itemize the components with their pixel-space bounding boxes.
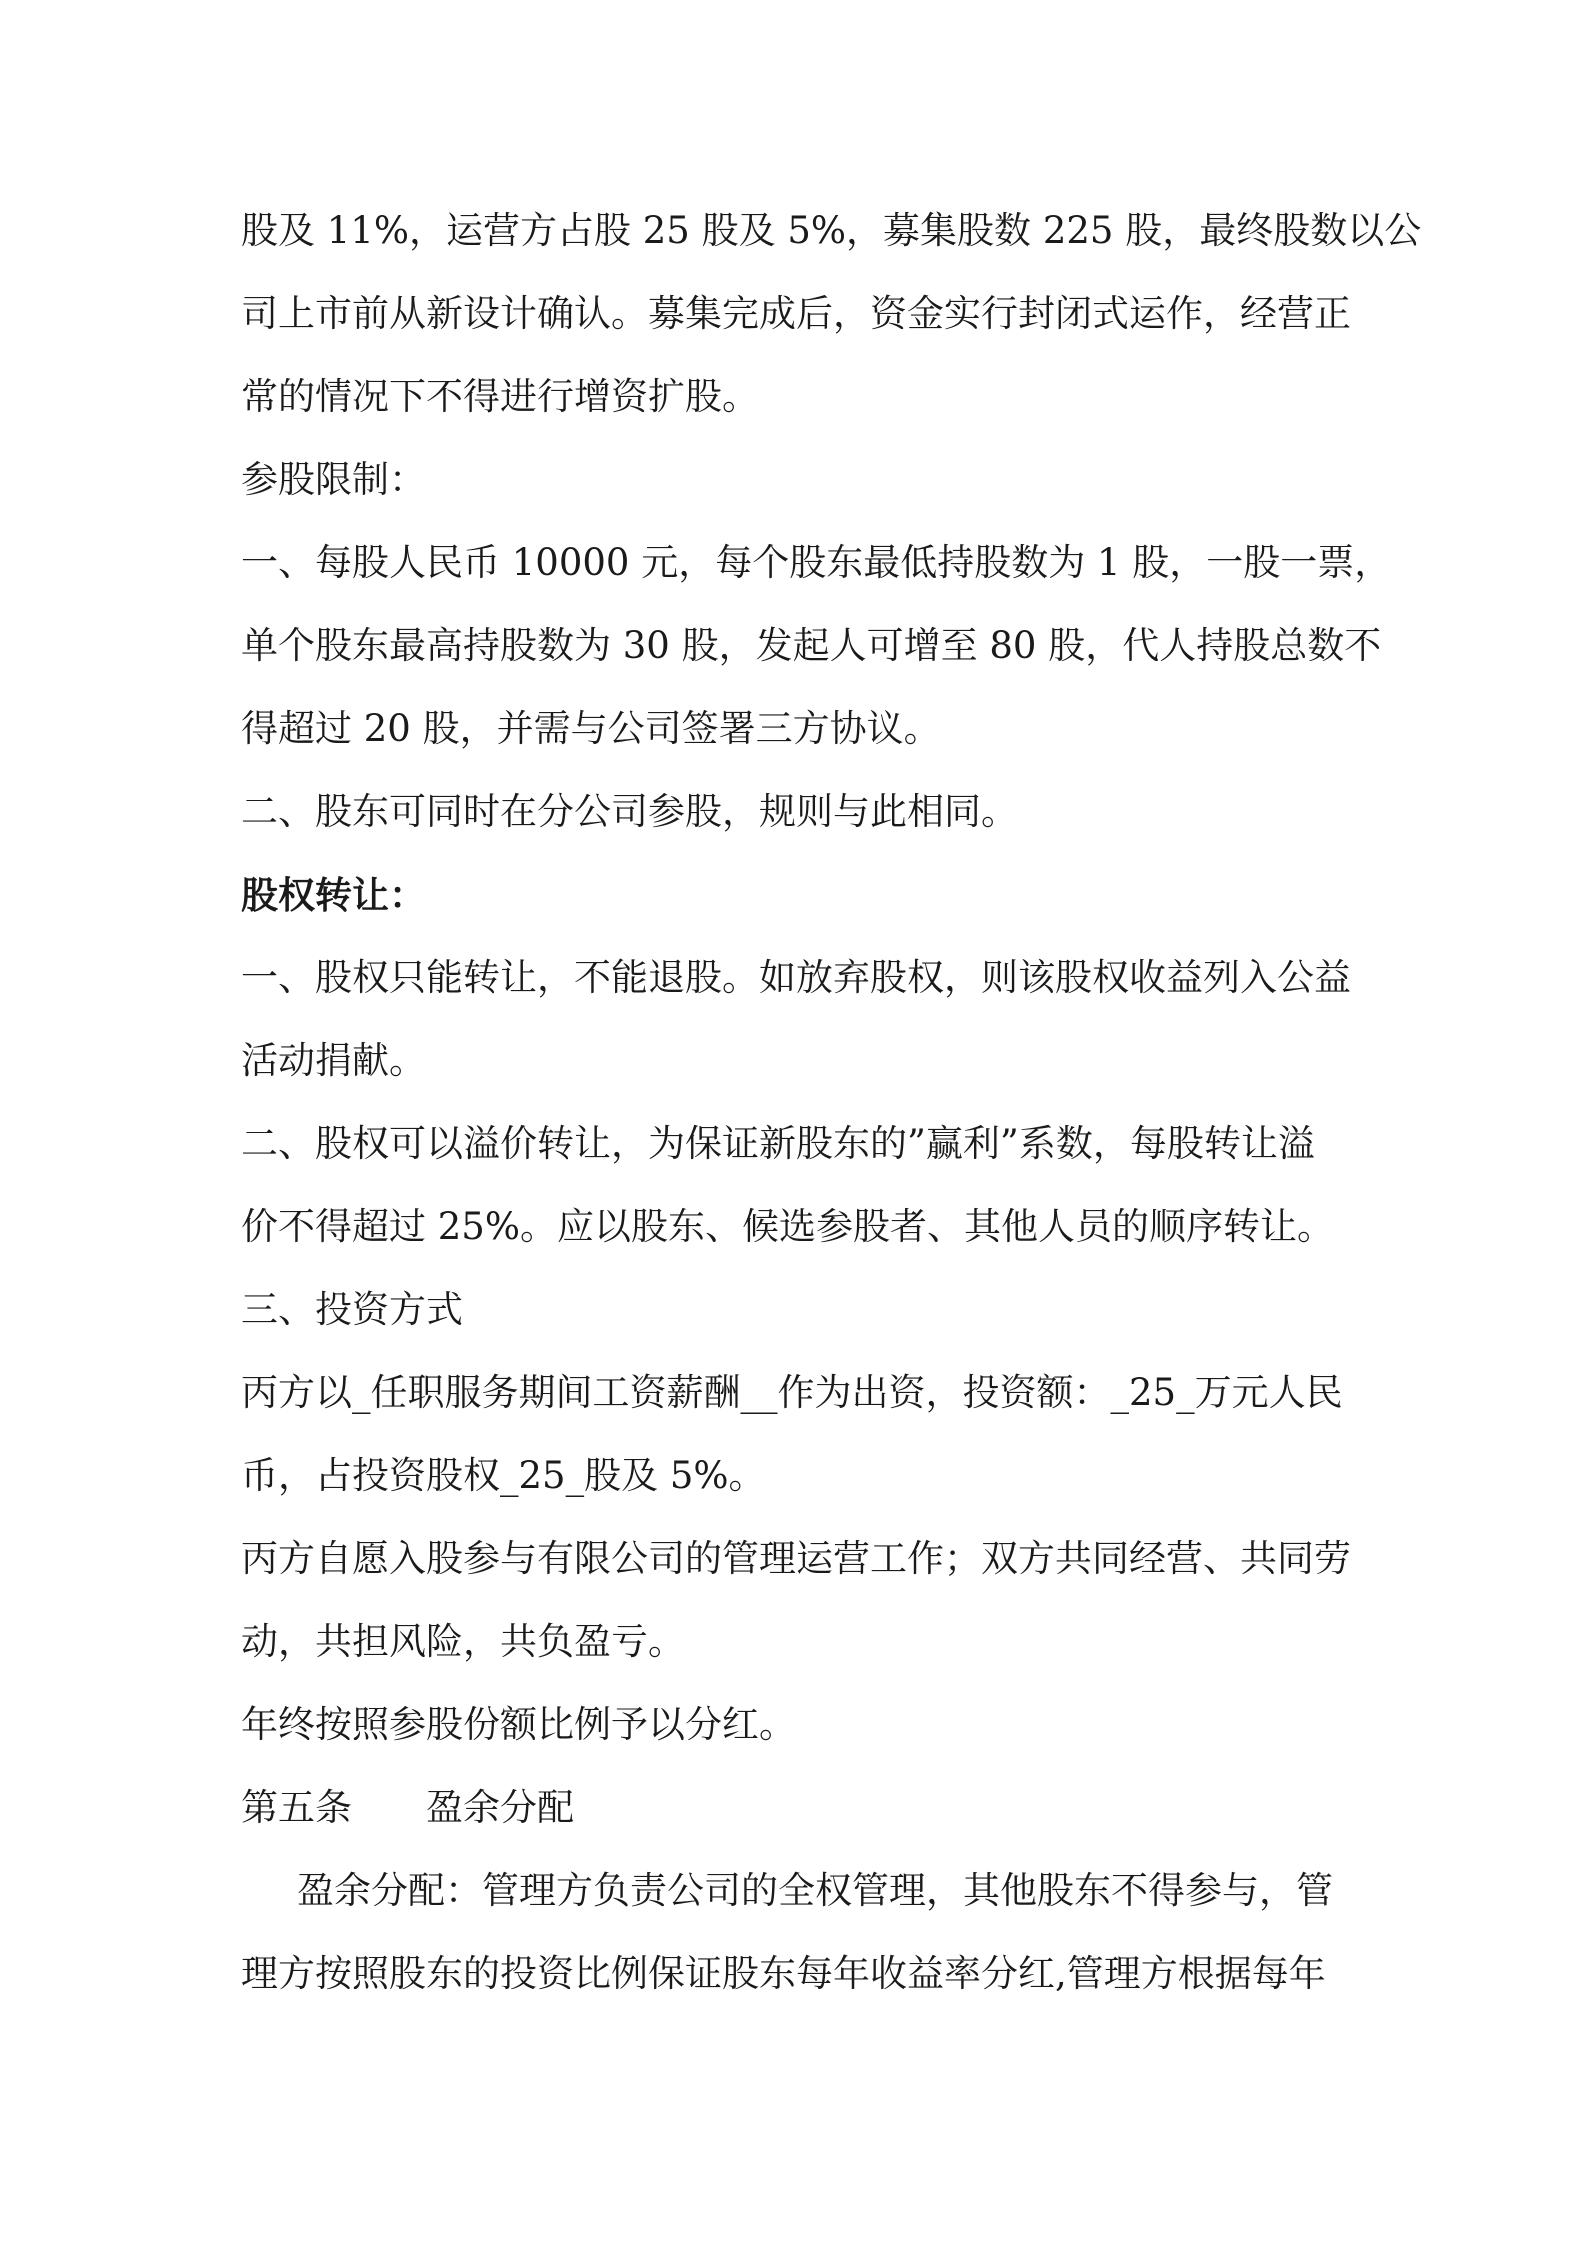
paragraph-line: 得超过 20 股，并需与公司签署三方协议。 xyxy=(241,707,941,750)
section-heading-equity-transfer: 股权转让： xyxy=(241,873,426,917)
paragraph-line: 丙方以_任职服务期间工资薪酬__作为出资，投资额：_25_万元人民 xyxy=(241,1371,1343,1414)
paragraph-line: 股及 11%，运营方占股 25 股及 5%，募集股数 225 股，最终股数以公 xyxy=(241,209,1422,252)
paragraph-line: 一、每股人民币 10000 元，每个股东最低持股数为 1 股，一股一票， xyxy=(241,541,1392,584)
article-heading-profit-distribution: 第五条 盈余分配 xyxy=(241,1786,574,1829)
paragraph-line: 年终按照参股份额比例予以分红。 xyxy=(241,1703,796,1746)
section-label-investment-method: 三、投资方式 xyxy=(241,1288,463,1331)
paragraph-line: 二、股权可以溢价转让，为保证新股东的”赢利”系数，每股转让溢 xyxy=(241,1122,1315,1165)
paragraph-line: 理方按照股东的投资比例保证股东每年收益率分红,管理方根据每年 xyxy=(241,1952,1326,1995)
paragraph-line: 单个股东最高持股数为 30 股，发起人可增至 80 股，代人持股总数不 xyxy=(241,624,1382,667)
paragraph-line: 丙方自愿入股参与有限公司的管理运营工作；双方共同经营、共同劳 xyxy=(241,1537,1351,1580)
paragraph-line: 币，占投资股权_25_股及 5%。 xyxy=(241,1454,766,1497)
paragraph-line: 价不得超过 25%。应以股东、候选参股者、其他人员的顺序转让。 xyxy=(241,1205,1334,1248)
paragraph-line: 动，共担风险，共负盈亏。 xyxy=(241,1620,685,1663)
paragraph-line: 二、股东可同时在分公司参股，规则与此相同。 xyxy=(241,790,1018,833)
paragraph-line: 常的情况下不得进行增资扩股。 xyxy=(241,375,759,418)
paragraph-line: 盈余分配：管理方负责公司的全权管理，其他股东不得参与，管 xyxy=(297,1869,1333,1912)
section-label-share-limits: 参股限制： xyxy=(241,458,426,501)
paragraph-line: 一、股权只能转让，不能退股。如放弃股权，则该股权收益列入公益 xyxy=(241,956,1351,999)
paragraph-line: 司上市前从新设计确认。募集完成后，资金实行封闭式运作，经营正 xyxy=(241,292,1351,335)
paragraph-line: 活动捐献。 xyxy=(241,1039,426,1082)
